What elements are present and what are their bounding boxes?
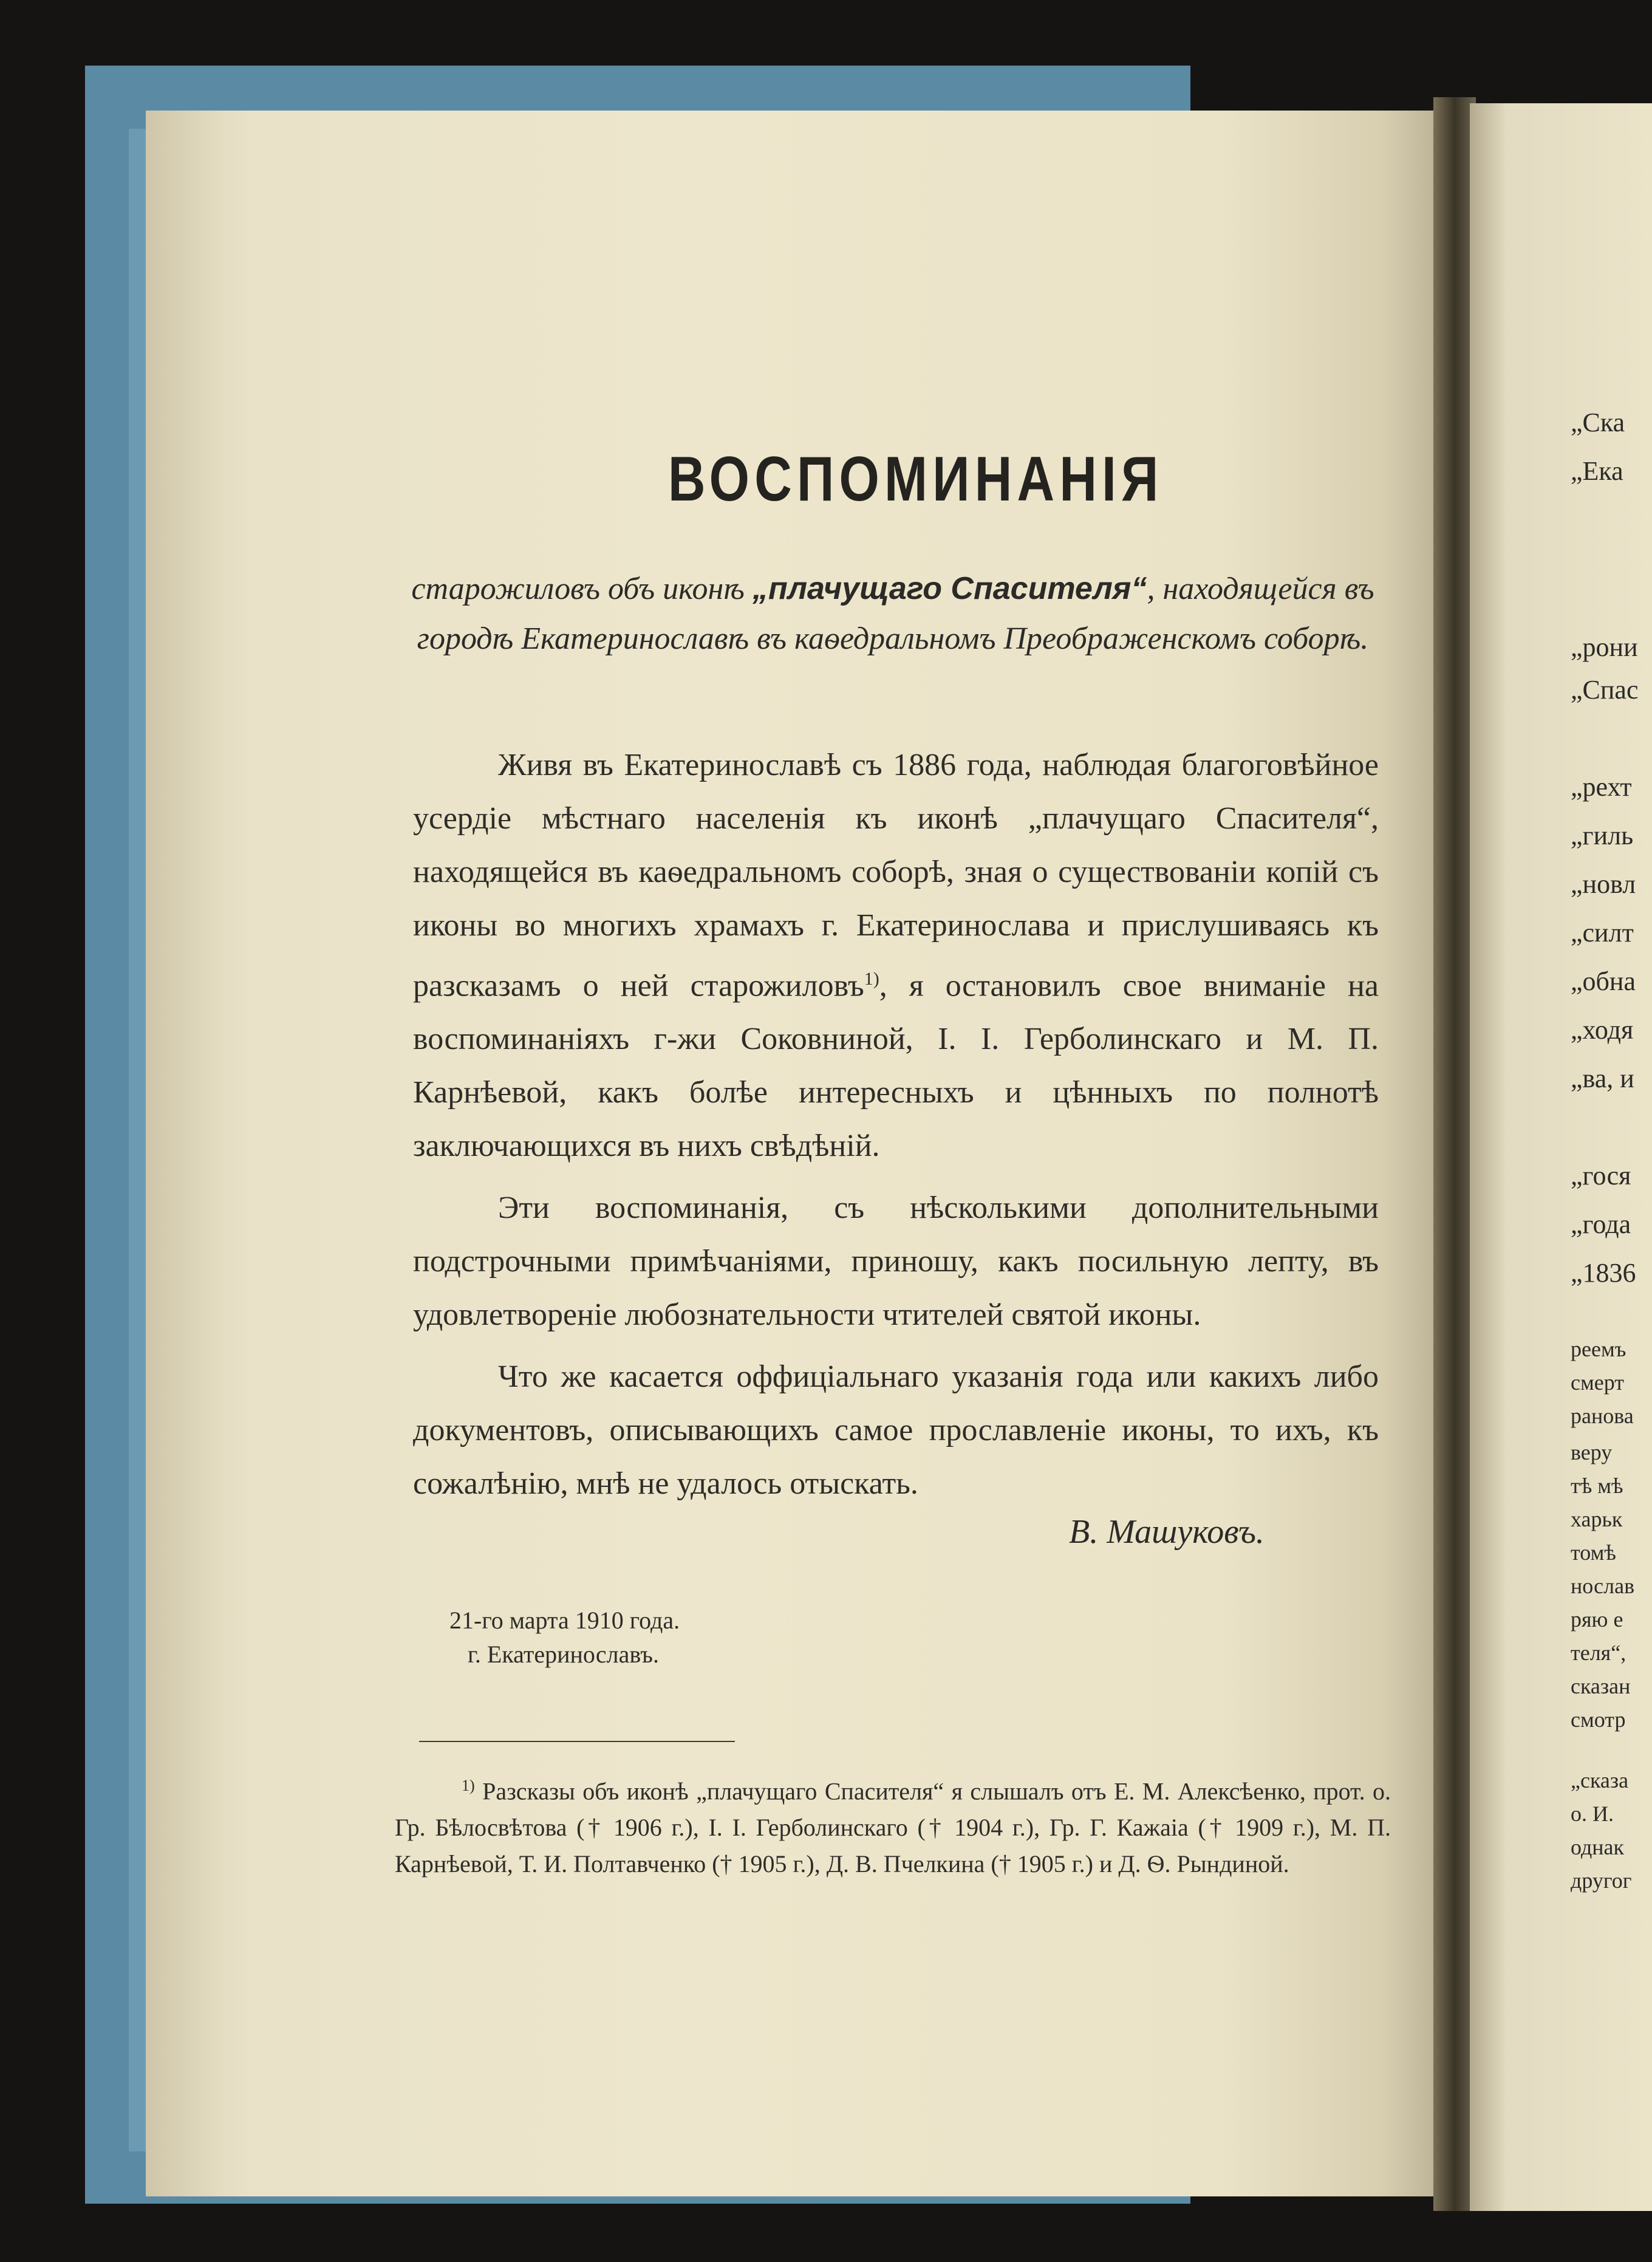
right-page-line: „Спас <box>1571 675 1639 705</box>
right-page-line: тѣ мѣ <box>1571 1474 1623 1498</box>
right-page-line: смерт <box>1571 1370 1624 1395</box>
date-block <box>449 1604 680 1672</box>
right-page-line: „рехт <box>1571 772 1632 802</box>
right-page-line: „гося <box>1571 1161 1631 1191</box>
right-page-line: теля“, <box>1571 1641 1626 1665</box>
right-page-line: „новл <box>1571 869 1636 899</box>
right-page-line: томѣ <box>1571 1540 1616 1565</box>
right-page-line: „года <box>1571 1209 1631 1239</box>
author-signature: В. Машуковъ. <box>1069 1513 1265 1551</box>
right-page-line: о. И. <box>1571 1802 1614 1826</box>
right-page-line: веру <box>1571 1440 1613 1464</box>
subtitle-part1: старожиловъ объ иконѣ <box>411 572 753 606</box>
right-page-line: „ва, и <box>1571 1064 1634 1093</box>
right-page-line: „Ека <box>1571 456 1623 486</box>
right-page-line: „рони <box>1571 632 1638 662</box>
right-page-line: другог <box>1571 1868 1632 1893</box>
footnote-text: Разсказы объ иконѣ „плачущаго Спасителя“ я слышалъ отъ Е. М. Алексѣенко, прот. о. Гр. Бѣлосвѣтова († 1906 г.), I. I. Герболинскаго († 1904 г.), Гр. Г. Кажаіа († 1909 г.), М. П. Карнѣевой, Т. И. Полтавченко († 1905 г.), Д. В. Пчелкина († 1905 г.) и Д. Ѳ. Рындиной. <box>395 1777 1391 1878</box>
page-title: ВОСПОМИНАНІЯ <box>668 444 1164 514</box>
right-page-line: смотр <box>1571 1707 1626 1732</box>
place-line: г. Екатеринославъ. <box>468 1641 659 1668</box>
subtitle-emphasis: „плачущаго Спасителя“ <box>752 571 1147 606</box>
footnote-divider <box>419 1741 735 1742</box>
right-page-line: „Ска <box>1571 408 1625 437</box>
page-subtitle <box>389 564 1397 664</box>
left-page-edge <box>146 111 219 2196</box>
paragraph-1-text-b: , я остановилъ свое вниманіе на воспоминаніяхъ г-жи Соковниной, I. I. Герболинскаго и М. П. Карнѣевой, какъ болѣе интересныхъ и цѣнныхъ по полнотѣ заключающихся въ нихъ свѣдѣній. <box>413 968 1379 1164</box>
paragraph-1-text-a: Живя въ Екатеринославѣ съ 1886 года, наблюдая благоговѣйное усердіе мѣстнаго населенія къ иконѣ „плачущаго Спасителя“, находящейся въ каѳедральномъ соборѣ, зная о существованіи копій съ иконы во многихъ храмахъ г. Екатеринослава и прислушиваясь къ разсказамъ о ней старожиловъ <box>413 748 1379 1003</box>
right-page-line: „обна <box>1571 966 1636 996</box>
right-page-line: „гиль <box>1571 821 1634 850</box>
footnote <box>395 1768 1391 1882</box>
right-page-line: „ходя <box>1571 1015 1634 1045</box>
right-page-line: харьк <box>1571 1507 1623 1531</box>
paragraph-3: Что же касается оффиціальнаго указанія года или какихъ либо документовъ, описывающихъ самое прославленіе иконы, то ихъ, къ сожалѣнію, мнѣ не удалось отыскать. <box>413 1359 1379 1502</box>
right-page-line: „силт <box>1571 918 1634 948</box>
right-page-line: сказан <box>1571 1674 1631 1698</box>
body-text <box>413 739 1379 1511</box>
right-page-line: нослав <box>1571 1574 1635 1598</box>
right-page-line: реемъ <box>1571 1337 1626 1361</box>
footnote-mark: 1) <box>462 1777 475 1794</box>
paragraph-2: Эти воспоминанія, съ нѣсколькими дополнительными подстрочными примѣчаніями, приношу, какъ посильную лепту, въ удовлетвореніе любознательности чтителей святой иконы. <box>413 1191 1379 1333</box>
date-line: 21-го марта 1910 года. <box>449 1607 680 1634</box>
right-page-line: однак <box>1571 1835 1625 1859</box>
paragraph-1 <box>413 739 1379 1173</box>
footnote-reference: 1) <box>864 969 879 989</box>
right-page-line: „сказа <box>1571 1768 1629 1792</box>
right-page-line: ранова <box>1571 1404 1634 1428</box>
right-page-line: „1836 <box>1571 1258 1636 1288</box>
subtitle-part2: , находящейся въ городѣ Екатеринославѣ въ каѳедральномъ Преображенскомъ соборѣ. <box>417 572 1374 656</box>
right-page-line: ряю е <box>1571 1607 1623 1632</box>
